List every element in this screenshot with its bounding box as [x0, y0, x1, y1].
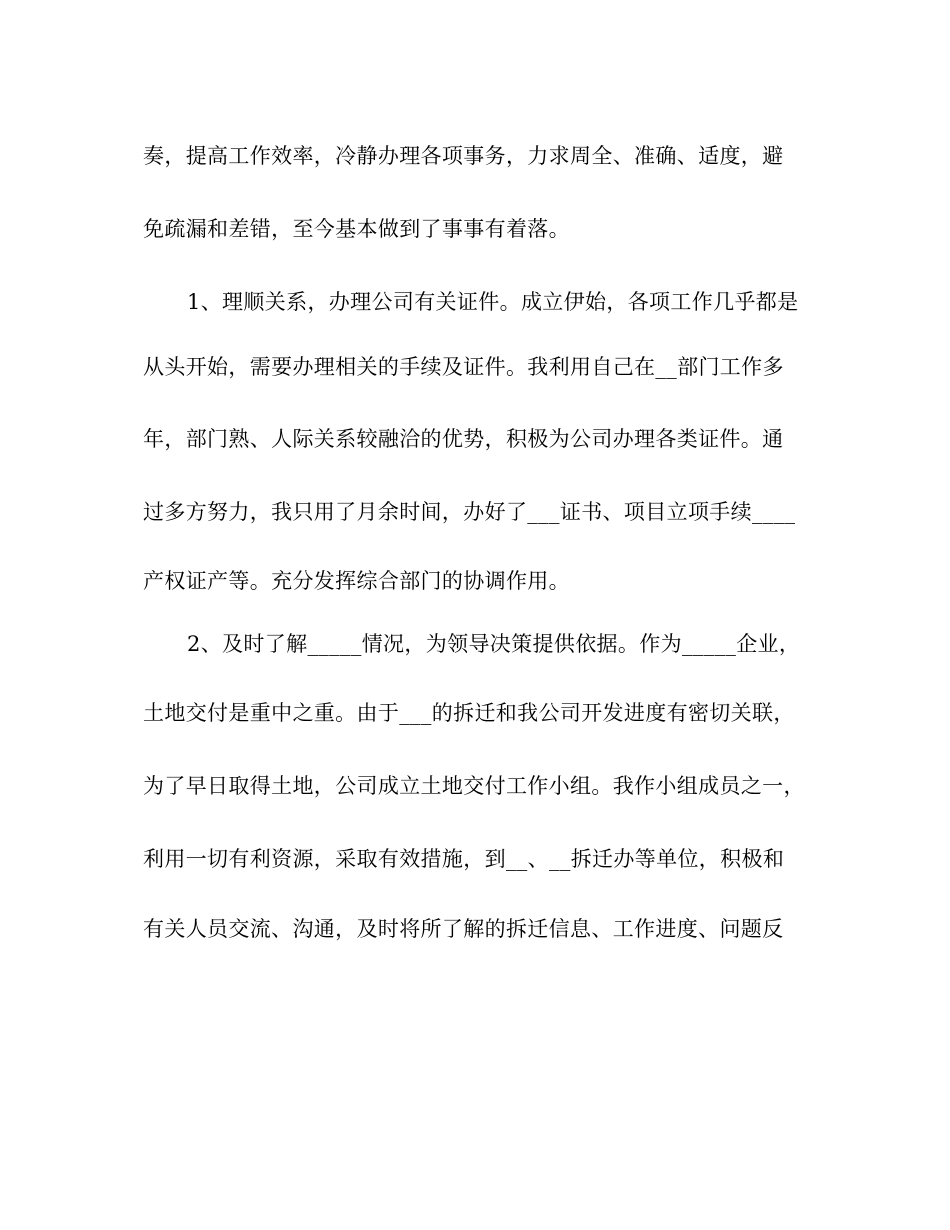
text-line: 年，部门熟、人际关系较融洽的优势，积极为公司办理各类证件。通	[143, 427, 784, 451]
paragraph-2-first-line: 2、及时了解_____情况，为领导决策提供依据。作为_____企业，	[187, 632, 801, 656]
text-line: 有关人员交流、沟通，及时将所了解的拆迁信息、工作进度、问题反	[143, 917, 784, 941]
paragraph-1-first-line: 1、理顺关系，办理公司有关证件。成立伊始，各项工作几乎都是	[187, 290, 799, 314]
text-line: 奏，提高工作效率，冷静办理各项事务，力求周全、准确、适度，避	[143, 144, 784, 168]
text-line: 利用一切有利资源，采取有效措施，到__、__拆迁办等单位，积极和	[143, 847, 785, 871]
text-line: 为了早日取得土地，公司成立土地交付工作小组。我作小组成员之一，	[143, 774, 805, 798]
text-line: 过多方努力，我只用了月余时间，办好了___证书、项目立项手续____	[143, 500, 796, 524]
text-line: 土地交付是重中之重。由于___的拆迁和我公司开发进度有密切关联，	[143, 701, 795, 725]
text-line: 从头开始，需要办理相关的手续及证件。我利用自己在__部门工作多	[143, 355, 784, 379]
text-line: 产权证产等。充分发挥综合部门的协调作用。	[143, 569, 570, 593]
text-line: 免疏漏和差错，至今基本做到了事事有着落。	[143, 217, 570, 241]
